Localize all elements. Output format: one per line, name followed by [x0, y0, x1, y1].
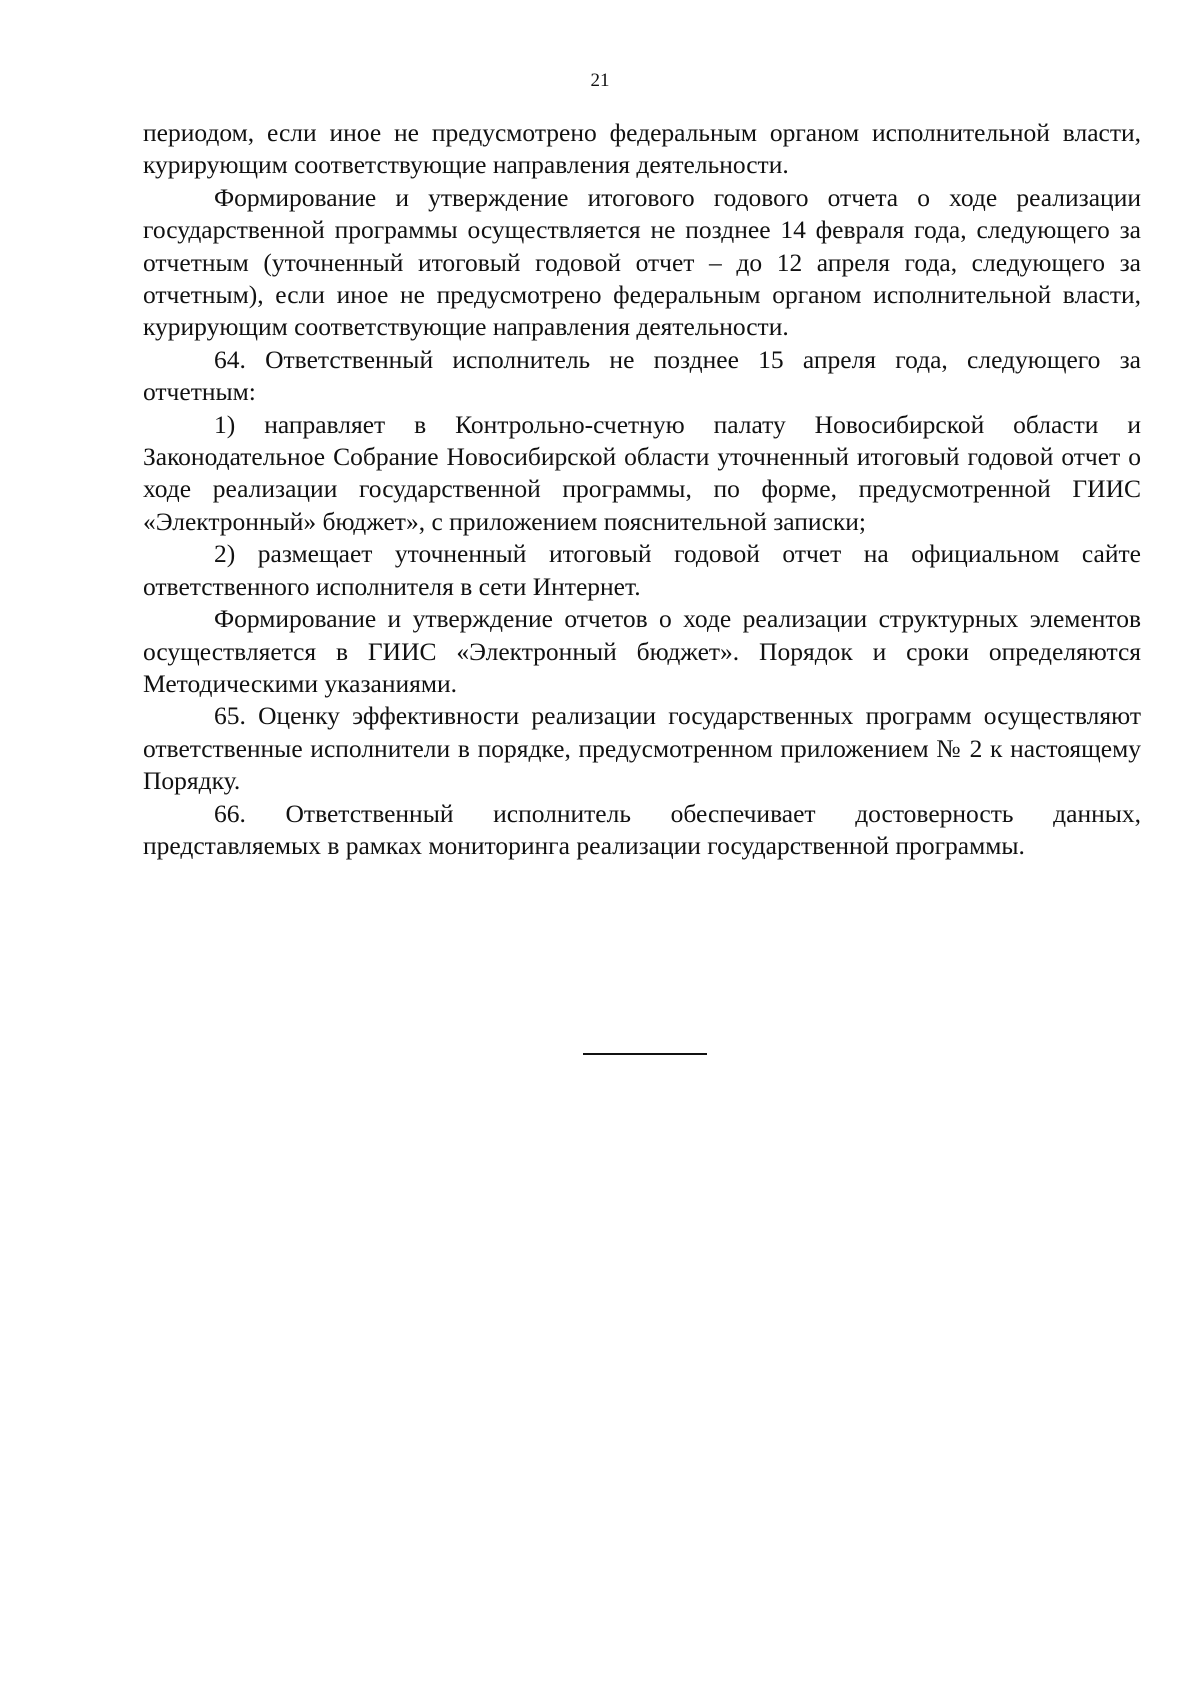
paragraph-continuation: периодом, если иное не предусмотрено федеральным органом исполнительной власти, курирующим соответствующие направления деятельности.	[143, 118, 1141, 180]
paragraph-subitem-1: 1) направляет в Контрольно-счетную палату Новосибирской области и Законодательное Собрание Новосибирской области уточненный итоговый годовой отчет о ходе реализации государственной программы, по форме, предусмотренной ГИИС «Электронный» бюджет», с приложением пояснительной записки;	[143, 409, 1141, 536]
paragraph-subitem-2: 2) размещает уточненный итоговый годовой отчет на официальном сайте ответственного исполнителя в сети Интернет.	[143, 539, 1141, 601]
paragraph-item-64: 64. Ответственный исполнитель не позднее 15 апреля года, следующего за отчетным:	[143, 344, 1141, 407]
paragraph-annual-report-deadline: Формирование и утверждение итогового годового отчета о ходе реализации государственной программы осуществляется не позднее 14 февраля года, следующего за отчетным (уточненный итоговый годовой отчет – до 12 апреля года, следующего за отчетным), если иное не предусмотрено федеральным органом исполнительной власти, курирующим соответствующие направления деятельности.	[143, 182, 1141, 342]
document-body	[143, 117, 1141, 862]
paragraph-structural-elements-reports: Формирование и утверждение отчетов о ходе реализации структурных элементов осуществляется в ГИИС «Электронный бюджет». Порядок и сроки определяются Методическими указаниями.	[143, 604, 1141, 698]
paragraph-item-66: 66. Ответственный исполнитель обеспечивает достоверность данных, представляемых в рамках мониторинга реализации государственной программы.	[143, 798, 1141, 860]
paragraph-item-65: 65. Оценку эффективности реализации государственных программ осуществляют ответственные исполнители в порядке, предусмотренном приложением № 2 к настоящему Порядку.	[143, 701, 1141, 796]
end-of-document-rule	[583, 1053, 707, 1055]
page-number: 21	[590, 70, 610, 91]
